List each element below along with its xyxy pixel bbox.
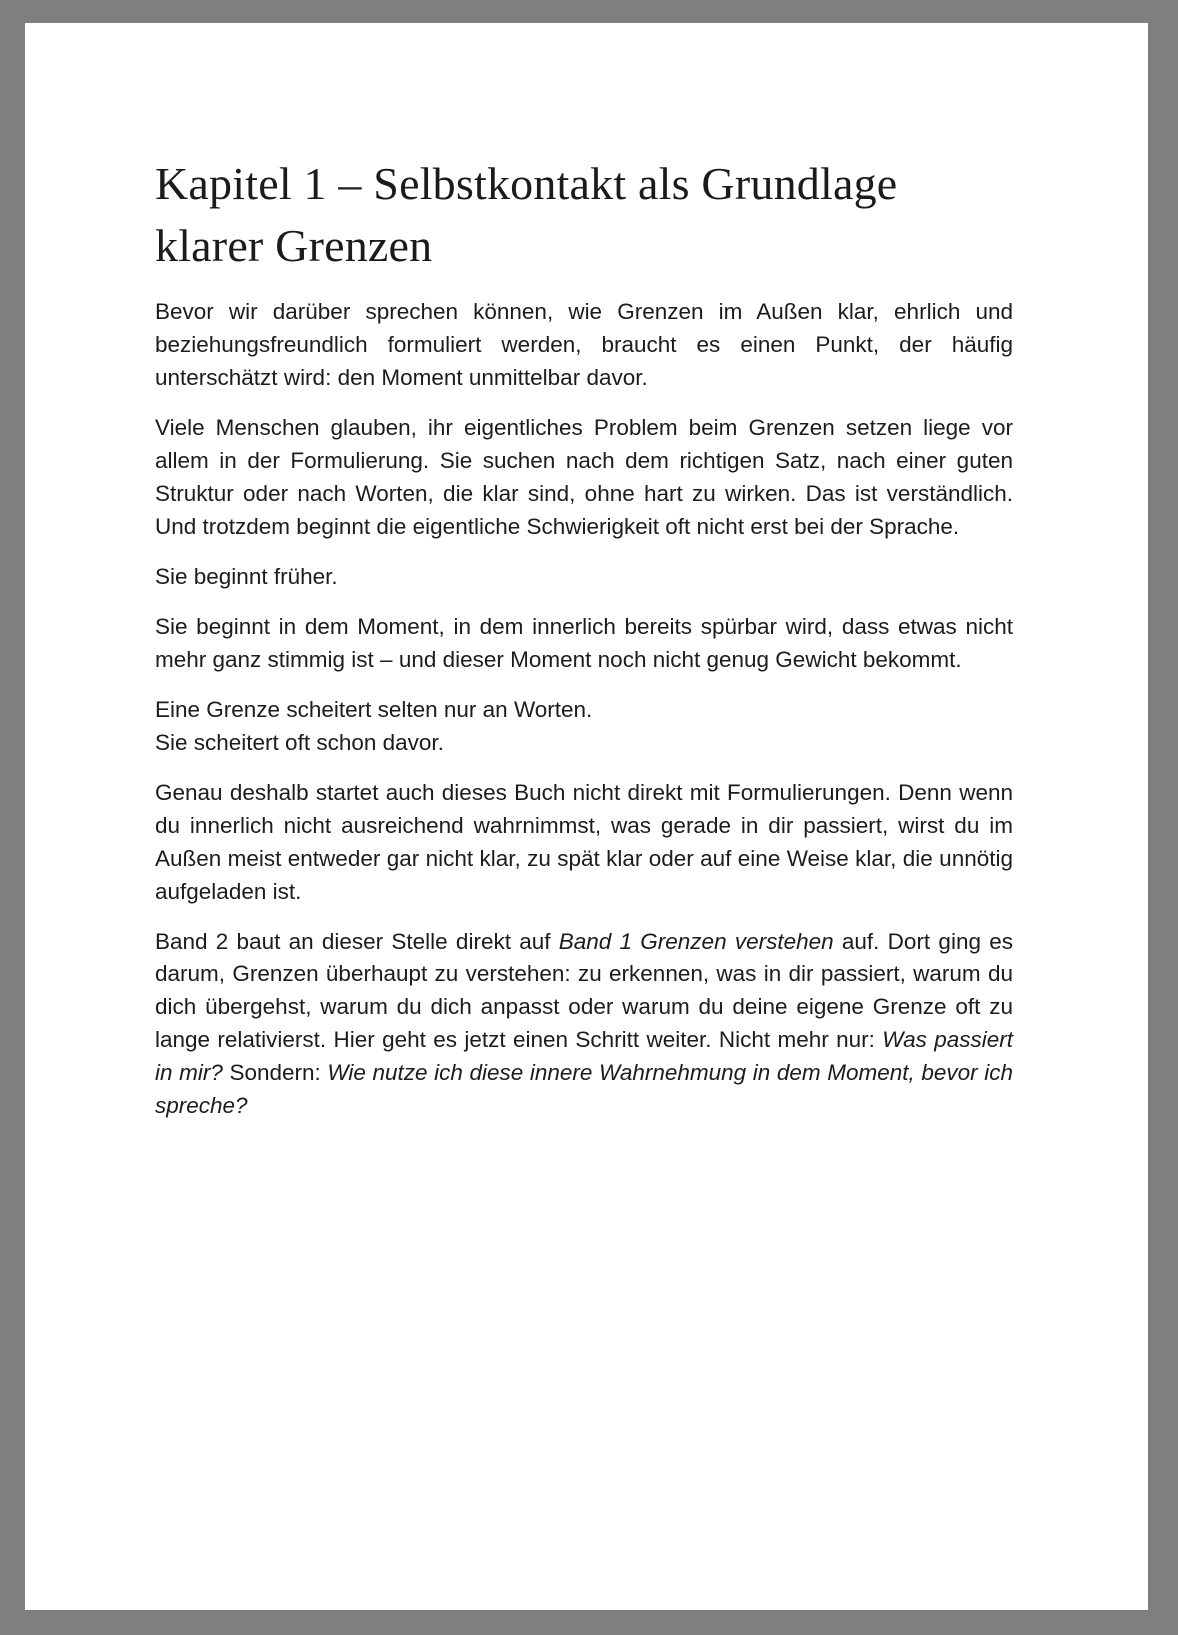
paragraph xyxy=(155,926,1013,1124)
paragraph xyxy=(155,694,1013,760)
paragraph xyxy=(155,611,1013,677)
text-segment: auf. Dort ging es darum, Grenzen überhaupt zu verstehen: zu erkennen, was in dir passiert, warum du dich übergehst, warum du dich anpasst oder warum du deine eigene Grenze oft zu lange relativierst. Hier geht es jetzt einen Schritt weiter. Nicht mehr nur: xyxy=(155,928,1013,1053)
paragraph xyxy=(155,296,1013,395)
text-segment: Sie beginnt früher. xyxy=(155,563,338,589)
document-page xyxy=(25,23,1148,1610)
italic-text-segment: Band 1 Grenzen verstehen xyxy=(558,928,834,954)
text-segment: Band 2 baut an dieser Stelle direkt auf xyxy=(155,928,559,954)
italic-text-segment: Wie nutze ich diese innere Wahrnehmung in dem Moment, bevor ich spreche? xyxy=(155,1060,1014,1119)
text-segment: Bevor wir darüber sprechen können, wie Grenzen im Außen klar, ehrlich und beziehungsfreundlich formuliert werden, braucht es einen Punkt, der häufig unterschätzt wird: den Moment unmittelbar davor. xyxy=(155,299,1013,391)
paragraph xyxy=(155,561,1013,594)
chapter-body xyxy=(155,296,1013,1123)
text-segment: Sie scheitert oft schon davor. xyxy=(155,729,444,755)
text-segment: Genau deshalb startet auch dieses Buch nicht direkt mit Formulierungen. Denn wenn du innerlich nicht ausreichend wahrnimmst, was gerade in dir passiert, wirst du im Außen meist entweder gar nicht klar, zu spät klar oder auf eine Weise klar, die unnötig aufgeladen ist. xyxy=(155,779,1013,904)
text-segment: Eine Grenze scheitert selten nur an Worten. xyxy=(155,696,593,722)
paragraph xyxy=(155,777,1013,909)
paragraph xyxy=(155,412,1013,544)
chapter-title: Kapitel 1 – Selbstkontakt als Grundlage klarer Grenzen xyxy=(155,158,898,271)
text-segment: Sondern: xyxy=(222,1060,328,1086)
text-segment: Viele Menschen glauben, ihr eigentliches Problem beim Grenzen setzen liege vor allem in der Formulierung. Sie suchen nach dem richtigen Satz, nach einer guten Struktur oder nach Worten, die klar sind, ohne hart zu wirken. Das ist verständlich. Und trotzdem beginnt die eigentliche Schwierigkeit oft nicht erst bei der Sprache. xyxy=(155,415,1013,539)
text-segment: Sie beginnt in dem Moment, in dem innerlich bereits spürbar wird, dass etwas nicht mehr ganz stimmig ist – und dieser Moment noch nicht genug Gewicht bekommt. xyxy=(155,613,1013,672)
italic-text-segment: Was passiert in mir? xyxy=(155,1027,1013,1086)
